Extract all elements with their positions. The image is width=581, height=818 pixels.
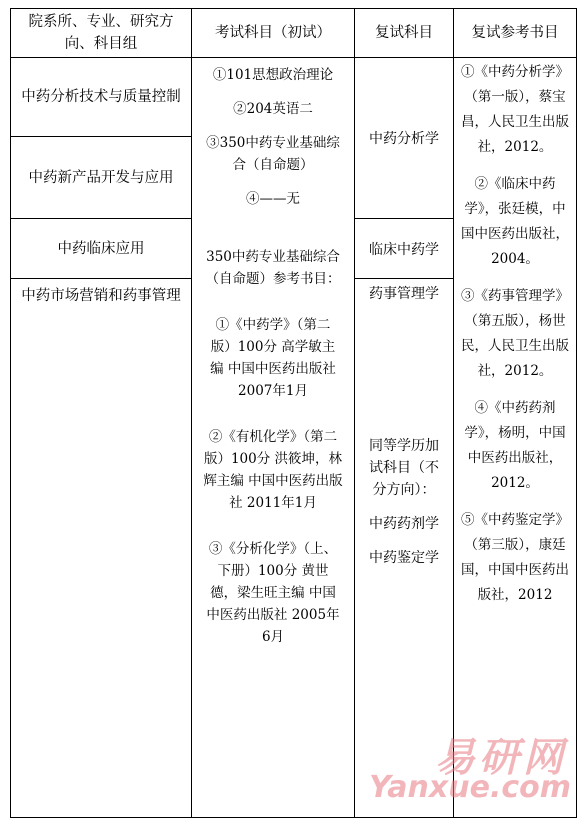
header-exam-subjects: 考试科目（初试） bbox=[192, 9, 355, 58]
equivalent-heading: 同等学历加试科目（不分方向）： bbox=[369, 438, 439, 498]
retest-management: 药事管理学 bbox=[369, 286, 439, 302]
book-3: ③《药事管理学》（第五版），杨世民，人民卫生出版社，2012。 bbox=[461, 288, 569, 379]
retest-clinical: 临床中药学 bbox=[355, 219, 454, 279]
dept-marketing: 中药市场营销和药事管理 bbox=[11, 279, 192, 818]
book-2: ②《临床中药学》，张廷模，中国中医药出版社，2004。 bbox=[461, 176, 569, 267]
dept-quality-control: 中药分析技术与质量控制 bbox=[11, 58, 192, 137]
dept-new-product: 中药新产品开发与应用 bbox=[11, 137, 192, 219]
equivalent-subject-1: 中药药剂学 bbox=[369, 516, 439, 532]
book-5: ⑤《中药鉴定学》（第三版），康廷国，中国中医药出版社，2012 bbox=[461, 512, 569, 603]
exam-ref-heading: 350中药专业基础综合（自命题）参考书目： bbox=[205, 249, 341, 287]
exam-subject-4: ④——无 bbox=[246, 191, 300, 207]
header-retest-subjects: 复试科目 bbox=[355, 9, 454, 58]
exam-ref-3: ③《分析化学》（上、下册）100分 黄世德，梁生旺主编 中国中医药出版社 2005年6月 bbox=[206, 541, 340, 645]
book-4: ④《中药药剂学》，杨明，中国中医药出版社，2012。 bbox=[464, 400, 566, 491]
book-1: ①《中药分析学》（第一版），蔡宝昌，人民卫生出版社，2012。 bbox=[461, 64, 569, 155]
exam-subject-1: ①101思想政治理论 bbox=[212, 67, 334, 83]
header-row bbox=[11, 9, 577, 58]
exam-info-table bbox=[10, 8, 577, 818]
reference-books-cell bbox=[454, 58, 577, 818]
retest-analysis: 中药分析学 bbox=[355, 58, 454, 219]
exam-subject-2: ②204英语二 bbox=[233, 101, 313, 117]
watermark-logo-text: 易研网 bbox=[435, 735, 567, 781]
header-reference-books: 复试参考书目 bbox=[454, 9, 577, 58]
exam-subject-3: ③350中药专业基础综合（自命题） bbox=[206, 135, 340, 173]
exam-subjects-cell bbox=[192, 58, 355, 818]
dept-clinical: 中药临床应用 bbox=[11, 219, 192, 279]
exam-ref-1: ①《中药学》（第二版）100分 高学敏主编 中国中医药出版社 2007年1月 bbox=[210, 317, 336, 399]
exam-ref-2: ②《有机化学》（第二版）100分 洪筱坤，林辉主编 中国中医药出版社 2011年1月 bbox=[203, 429, 343, 511]
retest-management-cell bbox=[355, 279, 454, 818]
watermark-url-text: Yanxue.com bbox=[369, 770, 571, 805]
header-department: 院系所、专业、研究方向、科目组 bbox=[11, 9, 192, 58]
table-row bbox=[11, 58, 577, 137]
equivalent-subject-2: 中药鉴定学 bbox=[369, 550, 439, 566]
